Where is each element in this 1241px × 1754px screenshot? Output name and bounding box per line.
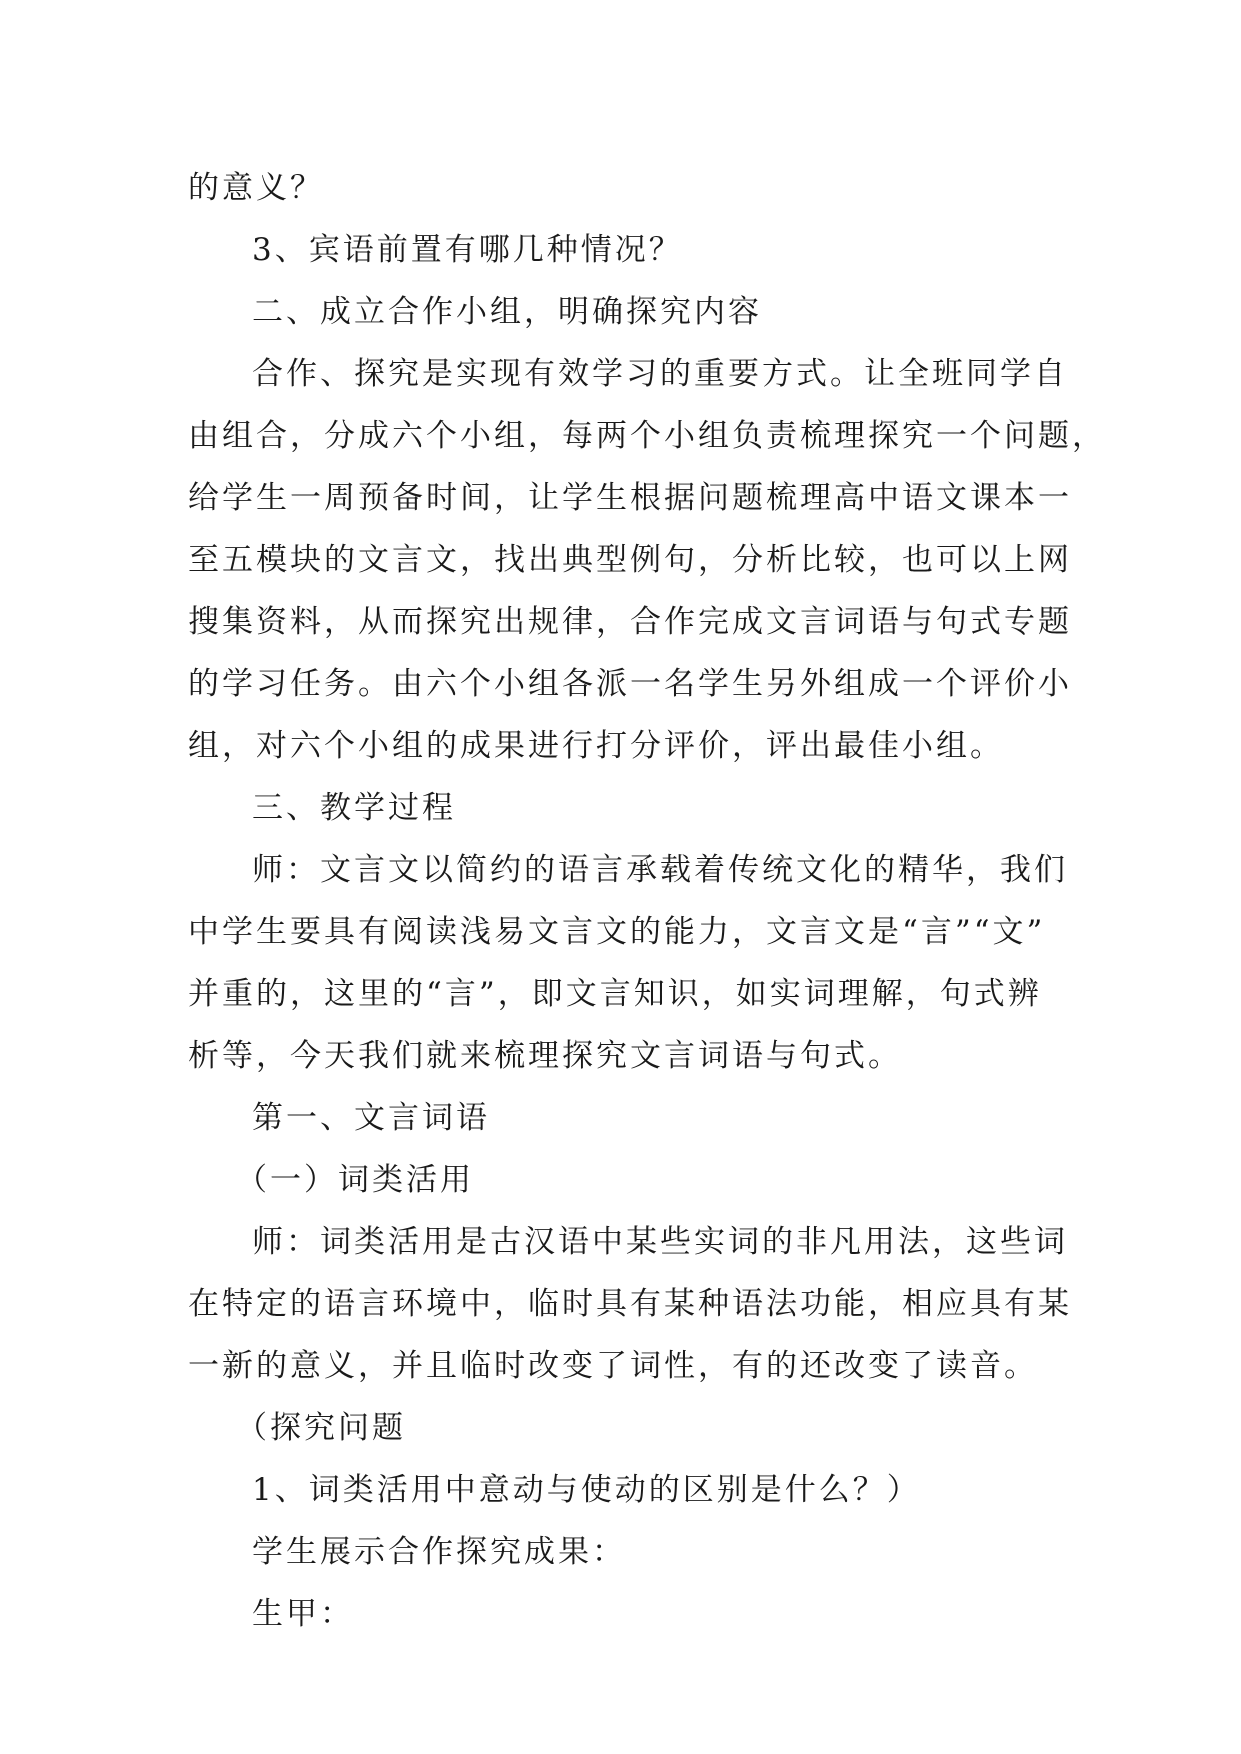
paragraph-line: 由组合，分成六个小组，每两个小组负责梳理探究一个问题， (188, 418, 1106, 454)
subsection-heading: （一）词类活用 (236, 1162, 474, 1198)
paragraph-line: 的学习任务。由六个小组各派一名学生另外组成一个评价小 (188, 666, 1072, 702)
paragraph-line: 中学生要具有阅读浅易文言文的能力，文言文是“言”“文” (188, 914, 1046, 950)
section-heading-3: 三、教学过程 (252, 790, 456, 826)
subsection-heading: 第一、文言词语 (252, 1100, 490, 1136)
inquiry-question: 1、词类活用中意动与使动的区别是什么？） (252, 1472, 921, 1508)
question-3: 3、宾语前置有哪几种情况？ (252, 232, 683, 268)
paragraph-line: 给学生一周预备时间，让学生根据问题梳理高中语文课本一 (188, 480, 1072, 516)
paragraph-line: 师：文言文以简约的语言承载着传统文化的精华，我们 (252, 852, 1068, 888)
paragraph-line: 一新的意义，并且临时改变了词性，有的还改变了读音。 (188, 1348, 1038, 1384)
student-label: 生甲： (252, 1596, 354, 1632)
paragraph-line: 师：词类活用是古汉语中某些实词的非凡用法，这些词 (252, 1224, 1068, 1260)
paragraph-line: 析等，今天我们就来梳理探究文言词语与句式。 (188, 1038, 902, 1074)
paragraph-line: 合作、探究是实现有效学习的重要方式。让全班同学自 (252, 356, 1068, 392)
paragraph-line: 并重的，这里的“言”，即文言知识，如实词理解，句式辨 (188, 976, 1042, 1012)
section-heading-2: 二、成立合作小组，明确探究内容 (252, 294, 762, 330)
paragraph-line: 搜集资料，从而探究出规律，合作完成文言词语与句式专题 (188, 604, 1072, 640)
inquiry-question-label: （探究问题 (236, 1410, 406, 1446)
document-body (188, 157, 1106, 1645)
paragraph-line: 组，对六个小组的成果进行打分评价，评出最佳小组。 (188, 728, 1004, 764)
paragraph-line: 在特定的语言环境中，临时具有某种语法功能，相应具有某 (188, 1286, 1072, 1322)
paragraph-line: 至五模块的文言文，找出典型例句，分析比较，也可以上网 (188, 542, 1072, 578)
text-line: 的意义？ (188, 170, 324, 206)
paragraph-line: 学生展示合作探究成果： (252, 1534, 626, 1570)
